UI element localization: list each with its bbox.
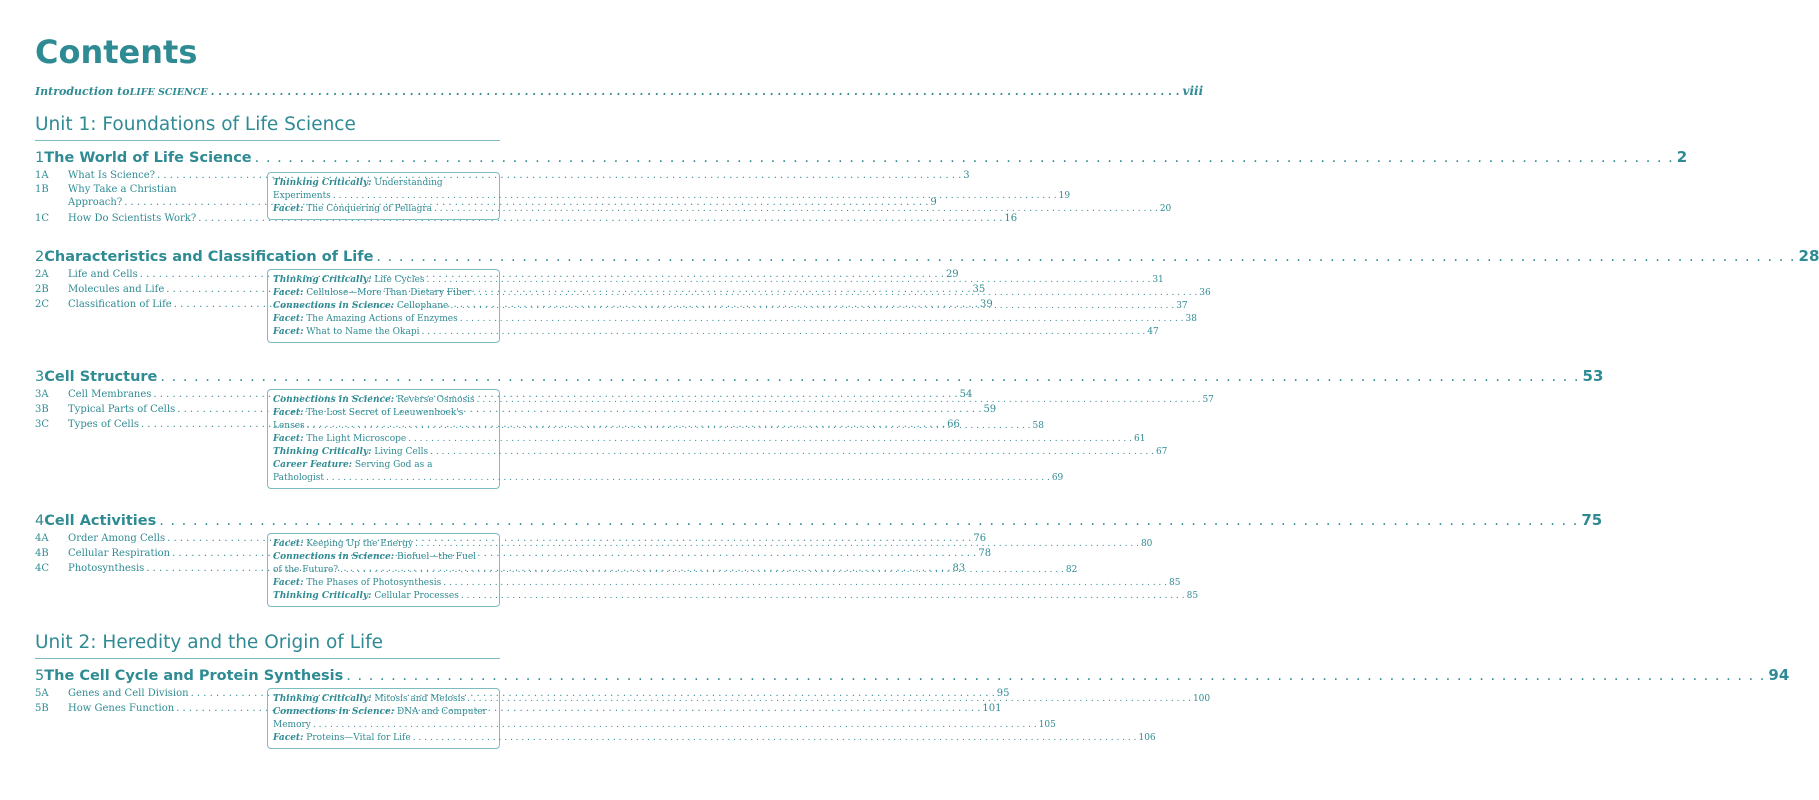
section-entry[interactable] [35, 212, 1018, 225]
feature-title: Life Cycles [374, 275, 425, 285]
feature-title: Serving God as a [354, 460, 433, 470]
section-page: 16 [1004, 213, 1018, 224]
dot-leader [255, 150, 1674, 166]
feature-title: What to Name the Okapi [306, 327, 420, 337]
section-title: Why Take a Christian [68, 184, 177, 195]
section-page: 95 [996, 688, 1010, 699]
section-page: 101 [982, 703, 1002, 714]
section-title: Order Among Cells [68, 533, 166, 544]
section-code: 1C [35, 213, 50, 224]
dot-leader [346, 668, 1765, 684]
feature-page: 58 [1032, 421, 1044, 431]
section-page: 59 [983, 404, 997, 415]
feature-kind: Facet: [273, 314, 304, 324]
section-page: 78 [978, 548, 992, 559]
feature-kind: Thinking Critically: [273, 275, 372, 285]
dot-leader [333, 190, 1057, 203]
feature-page: 85 [1169, 578, 1181, 588]
feature-title: Proteins—Vital for Life [306, 733, 411, 743]
chapter-entry[interactable] [35, 511, 1603, 529]
feature-entry[interactable] [273, 446, 1168, 459]
feature-entry[interactable] [273, 459, 1064, 485]
feature-page: 82 [1065, 565, 1078, 575]
section-title: Molecules and Life [68, 284, 165, 295]
dot-leader [376, 249, 1795, 265]
chapter-entry[interactable] [35, 666, 1790, 684]
dot-leader [443, 577, 1167, 590]
feature-kind: Facet: [273, 434, 304, 444]
feature-page: 38 [1185, 314, 1197, 324]
dot-leader [461, 590, 1185, 603]
unit-title: Unit 2: Heredity and the Origin of Life [35, 632, 384, 653]
feature-kind: Facet: [273, 539, 304, 549]
chapter-number: 5 [35, 668, 45, 684]
feature-title: The Amazing Actions of Enzymes [306, 314, 458, 324]
chapter-page: 28 [1798, 247, 1819, 265]
section-code: 3A [35, 389, 49, 400]
feature-kind: Thinking Critically: [273, 694, 372, 704]
feature-page: 105 [1038, 720, 1056, 730]
section-page: 3 [963, 170, 970, 181]
feature-title: Reverse Osmosis [396, 395, 475, 405]
feature-entry[interactable] [273, 326, 1159, 339]
section-code: 4C [35, 563, 50, 574]
feature-entry[interactable] [273, 313, 1197, 326]
chapter-number: 2 [35, 249, 45, 265]
feature-entry[interactable] [273, 177, 1071, 203]
chapter-title: Cell Activities [44, 513, 157, 529]
dot-leader [430, 446, 1154, 459]
chapter-page: 2 [1676, 148, 1688, 166]
dot-leader [467, 693, 1191, 706]
section-page: 35 [972, 284, 986, 295]
feature-kind: Facet: [273, 733, 304, 743]
chapter-title: Characteristics and Classification of Life [44, 249, 374, 265]
dot-leader [460, 313, 1184, 326]
section-code: 2A [35, 269, 49, 280]
feature-title: The Light Microscope [306, 434, 407, 444]
feature-kind: Facet: [273, 204, 304, 214]
feature-kind: Thinking Critically: [273, 591, 372, 601]
intro-prefix: Introduction to [35, 85, 130, 98]
section-title: Types of Cells [68, 419, 139, 430]
dot-leader [313, 719, 1037, 732]
chapter-number: 1 [35, 150, 45, 166]
intro-page: viii [1182, 84, 1204, 98]
feature-title: The Phases of Photosynthesis [306, 578, 442, 588]
feature-title-cont: Memory [273, 720, 311, 730]
section-page: 29 [945, 269, 959, 280]
section-code: 3C [35, 419, 50, 430]
section-page: 66 [947, 419, 960, 430]
dot-leader [421, 326, 1145, 339]
feature-title: Cellulose—More Than Dietary Fiber [306, 288, 472, 298]
feature-title: DNA and Computer [396, 707, 487, 717]
feature-page: 47 [1147, 327, 1159, 337]
section-title: Cell Membranes [68, 389, 152, 400]
unit-divider [35, 140, 500, 141]
dot-leader [434, 203, 1158, 216]
feature-kind: Thinking Critically: [273, 178, 372, 188]
feature-page: 36 [1199, 288, 1211, 298]
dot-leader [408, 433, 1132, 446]
feature-kind: Connections in Science: [273, 707, 395, 717]
section-title: Classification of Life [68, 299, 172, 310]
feature-page: 37 [1176, 301, 1188, 311]
feature-kind: Connections in Science: [273, 395, 395, 405]
feature-entry[interactable] [273, 203, 1172, 216]
feature-page: 31 [1152, 275, 1164, 285]
dot-leader [415, 538, 1139, 551]
section-title: Cellular Respiration [68, 548, 171, 559]
feature-title: Keeping Up the Energy [306, 539, 414, 549]
chapter-page: 94 [1768, 666, 1790, 684]
section-page: 39 [979, 299, 993, 310]
dot-leader [211, 85, 1180, 98]
unit-title: Unit 1: Foundations of Life Science [35, 114, 356, 135]
section-title: Typical Parts of Cells [68, 404, 176, 415]
feature-title: Living Cells [374, 447, 429, 457]
feature-title: Cellophane [396, 301, 449, 311]
section-code: 2C [35, 299, 50, 310]
section-title: Photosynthesis [68, 563, 145, 574]
feature-entry[interactable] [273, 590, 1199, 603]
section-page: 83 [952, 563, 966, 574]
feature-page: 100 [1192, 694, 1211, 704]
section-title: How Do Scientists Work? [68, 213, 197, 224]
dot-leader [427, 274, 1151, 287]
feature-page: 85 [1186, 591, 1199, 601]
section-code: 3B [35, 404, 49, 415]
feature-title-cont: of the Future? [273, 565, 339, 575]
chapter-title: The World of Life Science [44, 150, 252, 166]
feature-entry[interactable] [273, 433, 1146, 446]
dot-leader [326, 472, 1050, 485]
section-title-cont: Approach? [68, 197, 123, 208]
section-title: How Genes Function [68, 703, 175, 714]
feature-kind: Connections in Science: [273, 552, 395, 562]
feature-kind: Connections in Science: [273, 301, 395, 311]
section-title: What Is Science? [68, 170, 156, 181]
section-code: 5B [35, 703, 49, 714]
feature-title: The Conquering of Pellagra [306, 204, 433, 214]
feature-kind: Facet: [273, 288, 304, 298]
feature-title-cont: Experiments [273, 191, 331, 201]
dot-leader [307, 420, 1031, 433]
feature-kind: Facet: [273, 327, 304, 337]
section-title: Life and Cells [68, 269, 138, 280]
feature-entry[interactable] [273, 732, 1156, 745]
section-code: 4A [35, 533, 49, 544]
section-page: 9 [930, 197, 937, 208]
toc-intro-entry[interactable] [35, 84, 1204, 98]
unit-divider [35, 658, 500, 659]
chapter-number: 4 [35, 513, 45, 529]
dot-leader [160, 369, 1579, 385]
feature-page: 69 [1051, 473, 1064, 483]
feature-kind: Thinking Critically: [273, 447, 372, 457]
section-page: 76 [973, 533, 987, 544]
dot-leader [159, 513, 1578, 529]
chapter-title: Cell Structure [44, 369, 158, 385]
feature-title: Cellular Processes [374, 591, 459, 601]
chapter-title: The Cell Cycle and Protein Synthesis [44, 668, 344, 684]
feature-title-cont: Pathologist [273, 473, 325, 483]
feature-page: 106 [1138, 733, 1156, 743]
feature-kind: Facet: [273, 578, 304, 588]
feature-title: The Lost Secret of Leeuwenhoek's [306, 408, 464, 418]
feature-title: Biofuel—the Fuel [396, 552, 477, 562]
page-title: Contents [35, 33, 198, 71]
chapter-number: 3 [35, 369, 45, 385]
feature-page: 67 [1155, 447, 1168, 457]
section-code: 4B [35, 548, 49, 559]
feature-title-cont: Lenses [273, 421, 305, 431]
dot-leader [473, 287, 1197, 300]
feature-kind: Career Feature: [273, 460, 353, 470]
section-code: 1B [35, 184, 49, 195]
section-code: 1A [35, 170, 49, 181]
feature-page: 80 [1140, 539, 1153, 549]
dot-leader [340, 564, 1064, 577]
feature-kind: Facet: [273, 408, 304, 418]
section-entry[interactable] [35, 169, 970, 182]
dot-leader [477, 394, 1201, 407]
chapter-entry[interactable] [35, 148, 1688, 166]
section-code: 2B [35, 284, 49, 295]
chapter-page: 75 [1581, 511, 1603, 529]
feature-page: 20 [1159, 204, 1172, 214]
section-code: 5A [35, 688, 49, 699]
chapter-entry[interactable] [35, 247, 1819, 265]
intro-small-caps: LIFE SCIENCE [129, 87, 208, 98]
chapter-page: 53 [1582, 367, 1604, 385]
section-page: 54 [959, 389, 973, 400]
feature-entry[interactable] [273, 577, 1181, 590]
section-title: Genes and Cell Division [68, 688, 189, 699]
dot-leader [450, 300, 1174, 313]
feature-page: 61 [1134, 434, 1146, 444]
dot-leader [413, 732, 1137, 745]
feature-page: 57 [1202, 395, 1214, 405]
feature-page: 19 [1058, 191, 1071, 201]
chapter-entry[interactable] [35, 367, 1604, 385]
feature-title: Understanding [374, 178, 443, 188]
feature-title: Mitosis and Meiosis [374, 694, 466, 704]
